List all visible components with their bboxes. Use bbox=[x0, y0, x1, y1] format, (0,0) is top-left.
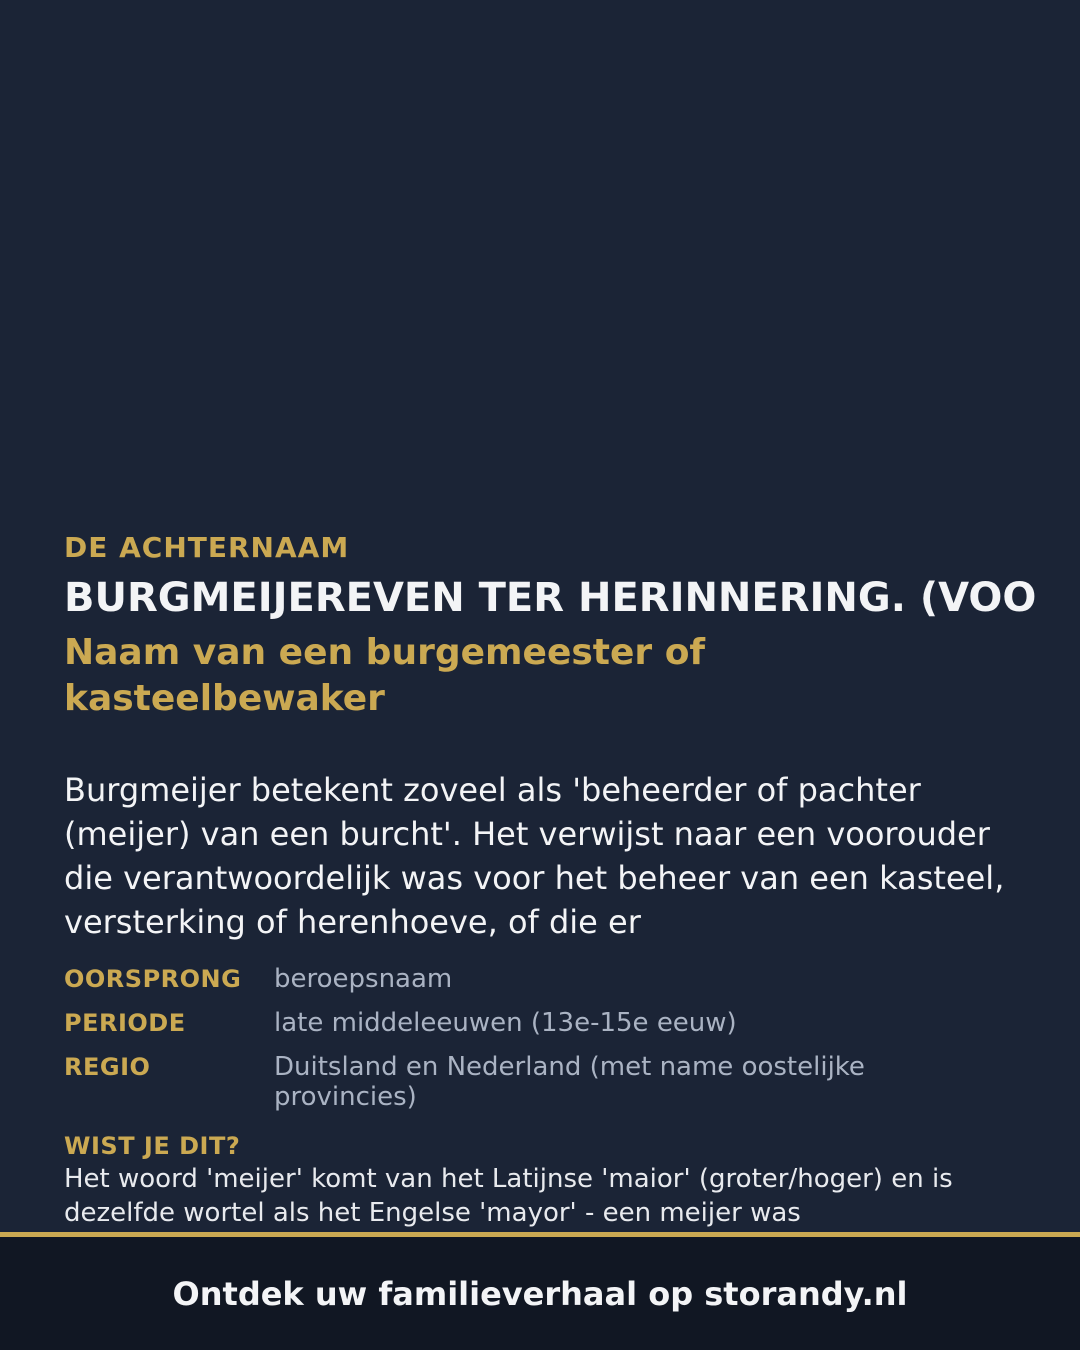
surname-description: Burgmeijer betekent zoveel als 'beheerder of pachter (meijer) van een burcht'. Het verwijst naar een voorouder die verantwoordelijk was voor het beheer van een kasteel, versterking of herenhoeve, of die er bbox=[64, 771, 1005, 941]
footer-banner bbox=[0, 1232, 1080, 1350]
surname-title: BURGMEIJEREVEN TER HERINNERING. (VOO bbox=[64, 575, 1037, 621]
fact-value: Duitsland en Nederland (met name oostelijke provincies) bbox=[274, 1052, 865, 1112]
did-you-know bbox=[64, 1130, 1014, 1230]
fact-label: PERIODE bbox=[64, 1009, 186, 1037]
heading-block bbox=[64, 530, 1080, 722]
facts-list bbox=[64, 964, 1014, 1126]
fact-region bbox=[64, 1052, 1014, 1112]
fact-label: OORSPRONG bbox=[64, 965, 242, 993]
footer-cta-link[interactable]: Ontdek uw familieverhaal op storandy.nl bbox=[172, 1274, 908, 1313]
fact-label: REGIO bbox=[64, 1053, 151, 1081]
fact-origin bbox=[64, 964, 1014, 994]
fact-value: beroepsnaam bbox=[274, 964, 453, 994]
did-you-know-label: WIST JE DIT? bbox=[64, 1132, 241, 1160]
did-you-know-text: Het woord 'meijer' komt van het Latijnse 'maior' (groter/hoger) en is dezelfde wortel als het Engelse 'mayor' - een meijer was bbox=[64, 1164, 953, 1228]
eyebrow-label: DE ACHTERNAAM bbox=[64, 531, 350, 564]
fact-value: late middeleeuwen (13e-15e eeuw) bbox=[274, 1008, 737, 1038]
fact-period bbox=[64, 1008, 1014, 1038]
surname-meaning: Naam van een burgemeester of kasteelbewaker bbox=[64, 632, 706, 719]
